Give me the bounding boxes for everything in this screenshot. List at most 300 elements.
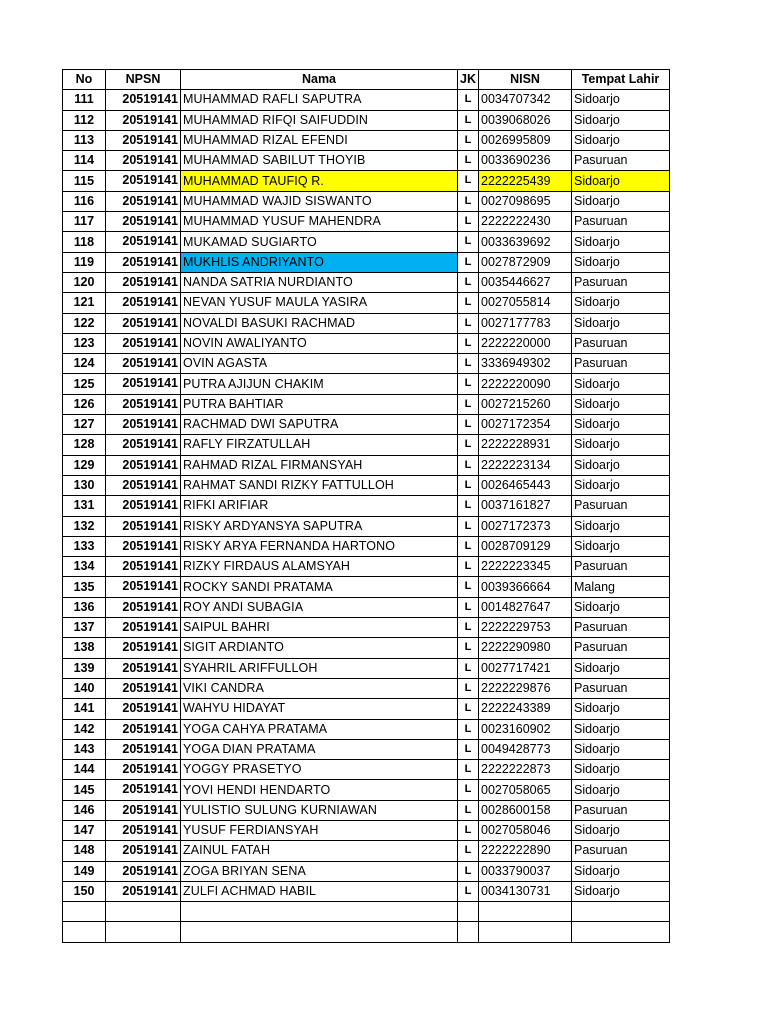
table-row [63, 435, 670, 455]
cell-no[interactable]: 140 [63, 678, 106, 698]
cell-nisn[interactable]: 0037161827 [479, 496, 572, 516]
table-row [63, 881, 670, 901]
table-body [63, 90, 670, 942]
cell-jk[interactable]: L [458, 820, 479, 840]
cell-npsn[interactable]: 20519141 [106, 881, 181, 901]
cell-tempat-lahir[interactable]: Sidoarjo [572, 699, 670, 719]
cell-nama[interactable]: ZOGA BRIYAN SENA [181, 861, 458, 881]
cell-tempat-lahir[interactable]: Sidoarjo [572, 435, 670, 455]
cell-nisn[interactable]: 0027872909 [479, 252, 572, 272]
cell-tempat-lahir[interactable]: Sidoarjo [572, 475, 670, 495]
empty-cell[interactable] [479, 922, 572, 942]
cell-nisn[interactable]: 2222228931 [479, 435, 572, 455]
cell-tempat-lahir[interactable]: Sidoarjo [572, 110, 670, 130]
cell-nisn[interactable]: 2222220000 [479, 333, 572, 353]
cell-tempat-lahir[interactable]: Sidoarjo [572, 374, 670, 394]
table-row [63, 638, 670, 658]
cell-nisn[interactable]: 2222225439 [479, 171, 572, 191]
empty-cell[interactable] [181, 902, 458, 922]
cell-npsn[interactable]: 20519141 [106, 272, 181, 292]
cell-nisn[interactable]: 0028600158 [479, 800, 572, 820]
cell-nisn[interactable]: 2222223345 [479, 557, 572, 577]
cell-no[interactable]: 115 [63, 171, 106, 191]
cell-no[interactable]: 136 [63, 597, 106, 617]
cell-nisn[interactable]: 0027172354 [479, 415, 572, 435]
cell-tempat-lahir[interactable]: Sidoarjo [572, 739, 670, 759]
cell-npsn[interactable]: 20519141 [106, 293, 181, 313]
cell-jk[interactable]: L [458, 191, 479, 211]
cell-jk[interactable]: L [458, 638, 479, 658]
cell-no[interactable]: 130 [63, 475, 106, 495]
cell-nama[interactable]: SYAHRIL ARIFFULLOH [181, 658, 458, 678]
cell-npsn[interactable]: 20519141 [106, 354, 181, 374]
cell-no[interactable]: 135 [63, 577, 106, 597]
table-row [63, 820, 670, 840]
cell-jk[interactable]: L [458, 252, 479, 272]
cell-npsn[interactable]: 20519141 [106, 475, 181, 495]
table-row [63, 415, 670, 435]
table-row [63, 151, 670, 171]
cell-nisn[interactable]: 2222229753 [479, 618, 572, 638]
cell-npsn[interactable]: 20519141 [106, 415, 181, 435]
cell-tempat-lahir[interactable]: Sidoarjo [572, 760, 670, 780]
cell-tempat-lahir[interactable]: Sidoarjo [572, 861, 670, 881]
cell-nisn[interactable]: 0034707342 [479, 90, 572, 110]
table-row [63, 475, 670, 495]
cell-tempat-lahir[interactable]: Pasuruan [572, 333, 670, 353]
cell-nama[interactable]: RISKY ARYA FERNANDA HARTONO [181, 536, 458, 556]
cell-tempat-lahir[interactable]: Sidoarjo [572, 191, 670, 211]
cell-nisn[interactable]: 0027058065 [479, 780, 572, 800]
cell-jk[interactable]: L [458, 374, 479, 394]
cell-tempat-lahir[interactable]: Pasuruan [572, 272, 670, 292]
student-table [62, 69, 670, 943]
cell-tempat-lahir[interactable]: Sidoarjo [572, 597, 670, 617]
cell-jk[interactable]: L [458, 780, 479, 800]
cell-nisn[interactable]: 0026995809 [479, 130, 572, 150]
cell-jk[interactable]: L [458, 760, 479, 780]
cell-tempat-lahir[interactable]: Sidoarjo [572, 313, 670, 333]
cell-jk[interactable]: L [458, 415, 479, 435]
cell-no[interactable]: 113 [63, 130, 106, 150]
table-row [63, 739, 670, 759]
cell-nama[interactable]: RAHMAT SANDI RIZKY FATTULLOH [181, 475, 458, 495]
cell-nisn[interactable]: 2222222430 [479, 212, 572, 232]
cell-nama[interactable]: SIGIT ARDIANTO [181, 638, 458, 658]
cell-nama[interactable]: WAHYU HIDAYAT [181, 699, 458, 719]
cell-nama[interactable]: MUHAMMAD RIFQI SAIFUDDIN [181, 110, 458, 130]
cell-npsn[interactable]: 20519141 [106, 780, 181, 800]
cell-npsn[interactable]: 20519141 [106, 435, 181, 455]
table-row [63, 293, 670, 313]
header-jk[interactable]: JK [458, 70, 479, 90]
table-row [63, 394, 670, 414]
cell-nisn[interactable]: 0033690236 [479, 151, 572, 171]
cell-nama[interactable]: MUHAMMAD WAJID SISWANTO [181, 191, 458, 211]
cell-npsn[interactable]: 20519141 [106, 232, 181, 252]
cell-jk[interactable]: L [458, 354, 479, 374]
cell-no[interactable]: 139 [63, 658, 106, 678]
table-row [63, 618, 670, 638]
header-nisn[interactable]: NISN [479, 70, 572, 90]
cell-no[interactable]: 112 [63, 110, 106, 130]
cell-tempat-lahir[interactable]: Pasuruan [572, 212, 670, 232]
table-row [63, 516, 670, 536]
cell-nama[interactable]: YOGA CAHYA PRATAMA [181, 719, 458, 739]
cell-nisn[interactable]: 0027177783 [479, 313, 572, 333]
cell-jk[interactable]: L [458, 678, 479, 698]
cell-nama[interactable]: MUKAMAD SUGIARTO [181, 232, 458, 252]
cell-npsn[interactable]: 20519141 [106, 313, 181, 333]
header-tempat-lahir[interactable]: Tempat Lahir [572, 70, 670, 90]
table-row [63, 597, 670, 617]
cell-nisn[interactable]: 2222229876 [479, 678, 572, 698]
cell-npsn[interactable]: 20519141 [106, 800, 181, 820]
cell-tempat-lahir[interactable]: Sidoarjo [572, 293, 670, 313]
cell-npsn[interactable]: 20519141 [106, 861, 181, 881]
cell-no[interactable]: 133 [63, 536, 106, 556]
cell-nama[interactable]: YOVI HENDI HENDARTO [181, 780, 458, 800]
cell-jk[interactable]: L [458, 475, 479, 495]
cell-no[interactable]: 114 [63, 151, 106, 171]
cell-nisn[interactable]: 0028709129 [479, 536, 572, 556]
cell-no[interactable]: 132 [63, 516, 106, 536]
cell-npsn[interactable]: 20519141 [106, 658, 181, 678]
cell-nisn[interactable]: 2222220090 [479, 374, 572, 394]
empty-cell[interactable] [63, 902, 106, 922]
cell-jk[interactable]: L [458, 130, 479, 150]
cell-tempat-lahir[interactable]: Sidoarjo [572, 232, 670, 252]
cell-npsn[interactable]: 20519141 [106, 151, 181, 171]
table-row [63, 90, 670, 110]
cell-nisn[interactable]: 0027717421 [479, 658, 572, 678]
cell-tempat-lahir[interactable]: Pasuruan [572, 638, 670, 658]
cell-jk[interactable]: L [458, 272, 479, 292]
table-row [63, 130, 670, 150]
cell-nisn[interactable]: 2222243389 [479, 699, 572, 719]
cell-jk[interactable]: L [458, 719, 479, 739]
cell-npsn[interactable]: 20519141 [106, 130, 181, 150]
table-row [63, 232, 670, 252]
cell-nisn[interactable]: 3336949302 [479, 354, 572, 374]
cell-jk[interactable]: L [458, 800, 479, 820]
cell-jk[interactable]: L [458, 597, 479, 617]
cell-npsn[interactable]: 20519141 [106, 455, 181, 475]
cell-no[interactable]: 146 [63, 800, 106, 820]
cell-npsn[interactable]: 20519141 [106, 171, 181, 191]
cell-npsn[interactable]: 20519141 [106, 557, 181, 577]
header-nama[interactable]: Nama [181, 70, 458, 90]
cell-no[interactable]: 148 [63, 841, 106, 861]
cell-jk[interactable]: L [458, 333, 479, 353]
cell-nama[interactable]: MUHAMMAD RAFLI SAPUTRA [181, 90, 458, 110]
cell-jk[interactable]: L [458, 232, 479, 252]
cell-tempat-lahir[interactable]: Pasuruan [572, 557, 670, 577]
table-row [63, 699, 670, 719]
empty-cell[interactable] [479, 902, 572, 922]
cell-jk[interactable]: L [458, 90, 479, 110]
empty-cell[interactable] [458, 922, 479, 942]
cell-tempat-lahir[interactable]: Pasuruan [572, 800, 670, 820]
cell-nama[interactable]: OVIN AGASTA [181, 354, 458, 374]
cell-jk[interactable]: L [458, 536, 479, 556]
table-row [63, 354, 670, 374]
cell-nisn[interactable]: 2222222890 [479, 841, 572, 861]
table-row [63, 658, 670, 678]
cell-jk[interactable]: L [458, 313, 479, 333]
cell-tempat-lahir[interactable]: Sidoarjo [572, 536, 670, 556]
cell-npsn[interactable]: 20519141 [106, 333, 181, 353]
cell-nisn[interactable]: 0039366664 [479, 577, 572, 597]
cell-tempat-lahir[interactable]: Sidoarjo [572, 455, 670, 475]
cell-nisn[interactable]: 0027215260 [479, 394, 572, 414]
cell-nisn[interactable]: 0027098695 [479, 191, 572, 211]
cell-npsn[interactable]: 20519141 [106, 496, 181, 516]
cell-nisn[interactable]: 0026465443 [479, 475, 572, 495]
cell-nisn[interactable]: 2222290980 [479, 638, 572, 658]
cell-no[interactable]: 118 [63, 232, 106, 252]
cell-no[interactable]: 117 [63, 212, 106, 232]
cell-nama[interactable]: ROCKY SANDI PRATAMA [181, 577, 458, 597]
cell-no[interactable]: 128 [63, 435, 106, 455]
cell-nama[interactable]: MUHAMMAD RIZAL EFENDI [181, 130, 458, 150]
cell-npsn[interactable]: 20519141 [106, 90, 181, 110]
cell-nisn[interactable]: 0014827647 [479, 597, 572, 617]
cell-nisn[interactable]: 0027055814 [479, 293, 572, 313]
cell-nama[interactable]: ZULFI ACHMAD HABIL [181, 881, 458, 901]
cell-nama[interactable]: PUTRA AJIJUN CHAKIM [181, 374, 458, 394]
cell-nama[interactable]: PUTRA BAHTIAR [181, 394, 458, 414]
cell-npsn[interactable]: 20519141 [106, 110, 181, 130]
cell-jk[interactable]: L [458, 861, 479, 881]
cell-no[interactable]: 111 [63, 90, 106, 110]
cell-nama[interactable]: YOGGY PRASETYO [181, 760, 458, 780]
cell-tempat-lahir[interactable]: Sidoarjo [572, 394, 670, 414]
table-row [63, 333, 670, 353]
cell-npsn[interactable]: 20519141 [106, 638, 181, 658]
table-row [63, 719, 670, 739]
table-row [63, 455, 670, 475]
cell-npsn[interactable]: 20519141 [106, 191, 181, 211]
cell-jk[interactable]: L [458, 435, 479, 455]
cell-nama[interactable]: ROY ANDI SUBAGIA [181, 597, 458, 617]
cell-npsn[interactable]: 20519141 [106, 516, 181, 536]
cell-npsn[interactable]: 20519141 [106, 212, 181, 232]
cell-nama[interactable]: MUKHLIS ANDRIYANTO [181, 252, 458, 272]
cell-npsn[interactable]: 20519141 [106, 841, 181, 861]
cell-nama[interactable]: NEVAN YUSUF MAULA YASIRA [181, 293, 458, 313]
cell-tempat-lahir[interactable]: Pasuruan [572, 496, 670, 516]
cell-tempat-lahir[interactable]: Malang [572, 577, 670, 597]
cell-jk[interactable]: L [458, 881, 479, 901]
cell-nama[interactable]: RACHMAD DWI SAPUTRA [181, 415, 458, 435]
cell-no[interactable]: 122 [63, 313, 106, 333]
cell-jk[interactable]: L [458, 110, 479, 130]
cell-jk[interactable]: L [458, 658, 479, 678]
cell-no[interactable]: 124 [63, 354, 106, 374]
cell-no[interactable]: 126 [63, 394, 106, 414]
cell-tempat-lahir[interactable]: Pasuruan [572, 678, 670, 698]
cell-no[interactable]: 150 [63, 881, 106, 901]
cell-jk[interactable]: L [458, 739, 479, 759]
cell-nama[interactable]: SAIPUL BAHRI [181, 618, 458, 638]
cell-nama[interactable]: RAHMAD RIZAL FIRMANSYAH [181, 455, 458, 475]
cell-tempat-lahir[interactable]: Sidoarjo [572, 881, 670, 901]
cell-no[interactable]: 127 [63, 415, 106, 435]
cell-tempat-lahir[interactable]: Sidoarjo [572, 252, 670, 272]
empty-cell[interactable] [572, 922, 670, 942]
cell-tempat-lahir[interactable]: Pasuruan [572, 354, 670, 374]
cell-jk[interactable]: L [458, 212, 479, 232]
cell-npsn[interactable]: 20519141 [106, 577, 181, 597]
cell-npsn[interactable]: 20519141 [106, 678, 181, 698]
empty-cell[interactable] [181, 922, 458, 942]
table-row [63, 861, 670, 881]
cell-npsn[interactable]: 20519141 [106, 739, 181, 759]
cell-npsn[interactable]: 20519141 [106, 597, 181, 617]
empty-cell[interactable] [106, 922, 181, 942]
cell-npsn[interactable]: 20519141 [106, 760, 181, 780]
cell-nisn[interactable]: 0039068026 [479, 110, 572, 130]
table-row [63, 374, 670, 394]
cell-tempat-lahir[interactable]: Pasuruan [572, 618, 670, 638]
cell-no[interactable]: 149 [63, 861, 106, 881]
cell-no[interactable]: 137 [63, 618, 106, 638]
cell-tempat-lahir[interactable]: Sidoarjo [572, 820, 670, 840]
cell-nama[interactable]: RIFKI ARIFIAR [181, 496, 458, 516]
cell-npsn[interactable]: 20519141 [106, 719, 181, 739]
cell-no[interactable]: 145 [63, 780, 106, 800]
cell-no[interactable]: 120 [63, 272, 106, 292]
cell-no[interactable]: 147 [63, 820, 106, 840]
cell-tempat-lahir[interactable]: Sidoarjo [572, 171, 670, 191]
cell-npsn[interactable]: 20519141 [106, 699, 181, 719]
cell-npsn[interactable]: 20519141 [106, 618, 181, 638]
cell-nama[interactable]: NOVALDI BASUKI RACHMAD [181, 313, 458, 333]
cell-tempat-lahir[interactable]: Sidoarjo [572, 130, 670, 150]
cell-no[interactable]: 142 [63, 719, 106, 739]
cell-no[interactable]: 144 [63, 760, 106, 780]
cell-jk[interactable]: L [458, 699, 479, 719]
cell-nama[interactable]: YUSUF FERDIANSYAH [181, 820, 458, 840]
cell-nama[interactable]: RIZKY FIRDAUS ALAMSYAH [181, 557, 458, 577]
table-row [63, 678, 670, 698]
cell-tempat-lahir[interactable]: Sidoarjo [572, 719, 670, 739]
cell-jk[interactable]: L [458, 577, 479, 597]
header-npsn[interactable]: NPSN [106, 70, 181, 90]
cell-no[interactable]: 131 [63, 496, 106, 516]
cell-nisn[interactable]: 0023160902 [479, 719, 572, 739]
cell-no[interactable]: 123 [63, 333, 106, 353]
empty-cell[interactable] [106, 902, 181, 922]
cell-no[interactable]: 116 [63, 191, 106, 211]
empty-row [63, 922, 670, 942]
cell-tempat-lahir[interactable]: Sidoarjo [572, 658, 670, 678]
cell-nama[interactable]: MUHAMMAD TAUFIQ R. [181, 171, 458, 191]
cell-nama[interactable]: NOVIN AWALIYANTO [181, 333, 458, 353]
cell-jk[interactable]: L [458, 516, 479, 536]
empty-row [63, 902, 670, 922]
cell-npsn[interactable]: 20519141 [106, 374, 181, 394]
cell-nisn[interactable]: 0049428773 [479, 739, 572, 759]
cell-no[interactable]: 138 [63, 638, 106, 658]
cell-nisn[interactable]: 0035446627 [479, 272, 572, 292]
cell-nama[interactable]: MUHAMMAD SABILUT THOYIB [181, 151, 458, 171]
empty-cell[interactable] [458, 902, 479, 922]
cell-jk[interactable]: L [458, 841, 479, 861]
table-row [63, 577, 670, 597]
cell-tempat-lahir[interactable]: Pasuruan [572, 151, 670, 171]
cell-nama[interactable]: RAFLY FIRZATULLAH [181, 435, 458, 455]
cell-no[interactable]: 119 [63, 252, 106, 272]
cell-jk[interactable]: L [458, 557, 479, 577]
cell-npsn[interactable]: 20519141 [106, 252, 181, 272]
cell-jk[interactable]: L [458, 394, 479, 414]
table-row [63, 252, 670, 272]
cell-nisn[interactable]: 2222222873 [479, 760, 572, 780]
cell-npsn[interactable]: 20519141 [106, 394, 181, 414]
cell-tempat-lahir[interactable]: Pasuruan [572, 841, 670, 861]
cell-nama[interactable]: YULISTIO SULUNG KURNIAWAN [181, 800, 458, 820]
cell-nama[interactable]: MUHAMMAD YUSUF MAHENDRA [181, 212, 458, 232]
cell-nisn[interactable]: 0033639692 [479, 232, 572, 252]
cell-nisn[interactable]: 0027172373 [479, 516, 572, 536]
cell-nisn[interactable]: 2222223134 [479, 455, 572, 475]
cell-nama[interactable]: RISKY ARDYANSYA SAPUTRA [181, 516, 458, 536]
cell-no[interactable]: 129 [63, 455, 106, 475]
empty-cell[interactable] [63, 922, 106, 942]
cell-jk[interactable]: L [458, 151, 479, 171]
cell-jk[interactable]: L [458, 293, 479, 313]
cell-nisn[interactable]: 0027058046 [479, 820, 572, 840]
cell-jk[interactable]: L [458, 455, 479, 475]
cell-jk[interactable]: L [458, 496, 479, 516]
table-row [63, 171, 670, 191]
cell-nisn[interactable]: 0033790037 [479, 861, 572, 881]
cell-nisn[interactable]: 0034130731 [479, 881, 572, 901]
cell-no[interactable]: 141 [63, 699, 106, 719]
table-row [63, 760, 670, 780]
table-row [63, 557, 670, 577]
cell-jk[interactable]: L [458, 171, 479, 191]
cell-tempat-lahir[interactable]: Sidoarjo [572, 415, 670, 435]
table-row [63, 110, 670, 130]
table-row [63, 272, 670, 292]
cell-npsn[interactable]: 20519141 [106, 536, 181, 556]
cell-no[interactable]: 143 [63, 739, 106, 759]
table-row [63, 841, 670, 861]
cell-npsn[interactable]: 20519141 [106, 820, 181, 840]
table-row [63, 536, 670, 556]
cell-jk[interactable]: L [458, 618, 479, 638]
cell-tempat-lahir[interactable]: Sidoarjo [572, 780, 670, 800]
cell-tempat-lahir[interactable]: Sidoarjo [572, 516, 670, 536]
cell-nama[interactable]: VIKI CANDRA [181, 678, 458, 698]
cell-nama[interactable]: ZAINUL FATAH [181, 841, 458, 861]
header-row [63, 70, 670, 90]
cell-no[interactable]: 121 [63, 293, 106, 313]
header-no[interactable]: No [63, 70, 106, 90]
table-row [63, 313, 670, 333]
empty-cell[interactable] [572, 902, 670, 922]
cell-no[interactable]: 125 [63, 374, 106, 394]
table-row [63, 800, 670, 820]
cell-nama[interactable]: YOGA DIAN PRATAMA [181, 739, 458, 759]
cell-no[interactable]: 134 [63, 557, 106, 577]
table-row [63, 191, 670, 211]
cell-nama[interactable]: NANDA SATRIA NURDIANTO [181, 272, 458, 292]
cell-tempat-lahir[interactable]: Sidoarjo [572, 90, 670, 110]
